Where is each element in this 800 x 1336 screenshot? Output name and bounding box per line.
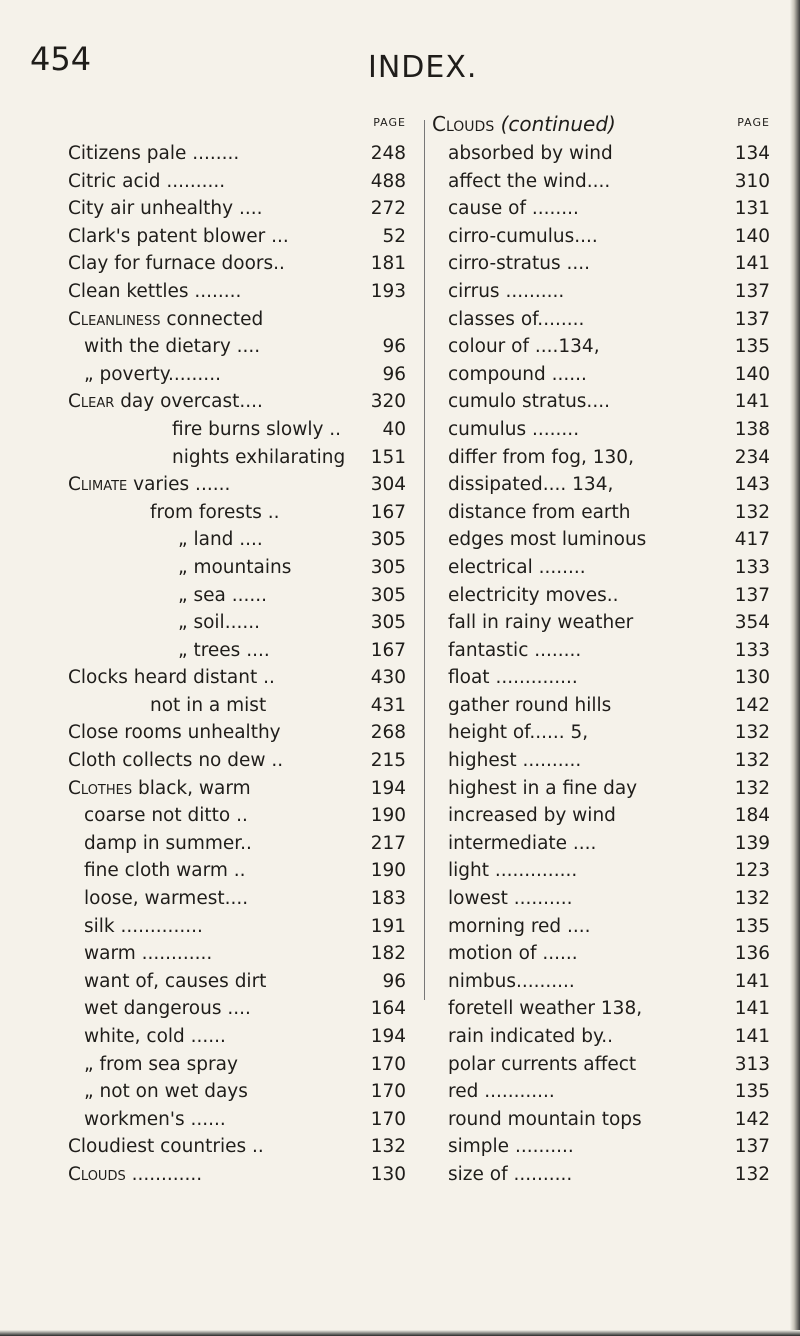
index-entry xyxy=(430,637,774,665)
entry-text: „ poverty......... xyxy=(84,363,221,385)
entry-page: 320 xyxy=(370,391,406,413)
entry-page: 310 xyxy=(734,170,770,192)
entry-page: 142 xyxy=(734,694,770,716)
index-entry xyxy=(66,913,410,941)
entry-page: 268 xyxy=(370,722,406,744)
entry-page: 141 xyxy=(734,1026,770,1047)
entry-page: 132 xyxy=(734,1163,770,1185)
index-entry xyxy=(430,692,774,720)
index-entry xyxy=(430,499,774,527)
entry-page: 181 xyxy=(370,253,406,275)
index-entry xyxy=(66,857,410,885)
entry-page: 430 xyxy=(370,667,406,689)
entry-text: Clean kettles ........ xyxy=(68,280,242,302)
index-entry xyxy=(66,499,410,527)
index-entry xyxy=(66,719,410,747)
entry-page: 184 xyxy=(734,805,770,827)
index-column-right xyxy=(430,106,774,1189)
entry-text: wet dangerous .... xyxy=(84,998,251,1020)
entry-text: float .............. xyxy=(448,667,578,689)
index-entry xyxy=(66,747,410,775)
entry-page: 164 xyxy=(370,998,406,1020)
index-entry xyxy=(66,554,410,582)
index-entry xyxy=(66,444,410,472)
index-entry xyxy=(66,388,410,416)
page-column-label: PAGE xyxy=(373,116,406,129)
entry-text: from forests .. xyxy=(150,501,280,523)
entry-text: cumulus ........ xyxy=(448,418,580,440)
index-entry xyxy=(430,526,774,554)
entry-page: 305 xyxy=(370,584,406,606)
index-entry xyxy=(430,168,774,196)
column-header xyxy=(430,106,774,140)
entry-page: 123 xyxy=(734,860,770,882)
entry-text: Close rooms unhealthy xyxy=(68,722,281,744)
entry-text: Citric acid .......... xyxy=(68,170,226,192)
entry-text: „ sea ...... xyxy=(178,584,267,606)
index-entry xyxy=(66,830,410,858)
entry-page: 96 xyxy=(382,363,406,385)
entry-text: colour of ....134, xyxy=(448,336,600,358)
entry-text: with the dietary .... xyxy=(84,336,261,358)
index-entry xyxy=(66,278,410,306)
index-entry xyxy=(66,1133,410,1161)
index-entry xyxy=(66,802,410,830)
entry-text: simple .......... xyxy=(448,1136,574,1158)
entry-text: warm ............ xyxy=(84,943,213,965)
entry-text: damp in summer.. xyxy=(84,832,252,854)
entry-page: 52 xyxy=(382,225,406,247)
entry-text: gather round hills xyxy=(448,694,612,716)
entry-text: height of...... 5, xyxy=(448,722,589,744)
entry-text: compound ...... xyxy=(448,363,587,385)
entry-page: 132 xyxy=(370,1136,406,1158)
entry-text: light .............. xyxy=(448,860,578,882)
entry-page: 194 xyxy=(370,777,406,799)
entry-page: 354 xyxy=(734,612,770,634)
index-entry xyxy=(66,775,410,803)
index-entry xyxy=(66,1106,410,1134)
column-divider xyxy=(424,120,425,1000)
entry-text: not in a mist xyxy=(150,694,267,716)
index-entry xyxy=(430,719,774,747)
entry-page: 133 xyxy=(734,556,770,578)
entry-page: 137 xyxy=(734,308,770,330)
entry-page: 431 xyxy=(370,694,406,716)
entry-text: fire burns slowly .. xyxy=(172,418,342,440)
index-entry xyxy=(430,664,774,692)
entry-page: 272 xyxy=(370,198,406,220)
index-entry xyxy=(430,444,774,472)
index-entry xyxy=(66,609,410,637)
entry-text: nights exhilarating xyxy=(172,446,346,468)
entry-text: Cleanliness connected xyxy=(68,308,264,330)
entry-page: 137 xyxy=(734,280,770,302)
entry-text: fall in rainy weather xyxy=(448,612,634,634)
index-entry xyxy=(430,223,774,251)
index-entry xyxy=(66,995,410,1023)
index-entry xyxy=(66,168,410,196)
entry-text: dissipated.... 134, xyxy=(448,474,614,496)
entry-page: 182 xyxy=(370,943,406,965)
entry-page: 135 xyxy=(734,336,770,358)
entry-page: 193 xyxy=(370,280,406,302)
entry-text: „ land .... xyxy=(178,529,263,551)
index-entry xyxy=(66,968,410,996)
page-edge-shadow xyxy=(0,1330,800,1336)
entry-text: Cloth collects no dew .. xyxy=(68,750,284,772)
index-entry xyxy=(66,333,410,361)
entry-page: 96 xyxy=(382,970,406,992)
index-entry xyxy=(66,1161,410,1189)
index-entry xyxy=(66,416,410,444)
index-entry xyxy=(66,885,410,913)
entry-text: silk .............. xyxy=(84,915,203,937)
index-entry xyxy=(430,913,774,941)
index-entry xyxy=(430,857,774,885)
entry-text: morning red .... xyxy=(448,915,591,937)
index-entry xyxy=(430,361,774,389)
entry-page: 135 xyxy=(734,1081,770,1103)
entry-text: Clay for furnace doors.. xyxy=(68,253,285,275)
entry-page: 170 xyxy=(370,1053,406,1075)
entry-text: Clouds ............ xyxy=(68,1163,203,1185)
running-head: INDEX. xyxy=(368,50,478,85)
page-number: 454 xyxy=(30,40,92,78)
index-entry xyxy=(66,471,410,499)
entry-text: City air unhealthy .... xyxy=(68,198,263,220)
entry-text: cumulo stratus.... xyxy=(448,391,610,413)
index-entry xyxy=(66,1051,410,1079)
index-entry xyxy=(430,278,774,306)
entry-page: 234 xyxy=(734,446,770,468)
entry-text: classes of........ xyxy=(448,308,585,330)
index-entry xyxy=(66,140,410,168)
index-entry xyxy=(430,1051,774,1079)
index-entry xyxy=(430,333,774,361)
index-entry xyxy=(66,306,410,334)
entry-page: 167 xyxy=(370,501,406,523)
index-entry xyxy=(430,940,774,968)
entry-page: 137 xyxy=(734,1136,770,1158)
index-entry xyxy=(66,1078,410,1106)
entry-text: „ mountains xyxy=(178,556,292,578)
entry-page: 217 xyxy=(370,832,406,854)
entry-text: red ............ xyxy=(448,1081,555,1103)
entry-text: Clothes black, warm xyxy=(68,777,251,799)
entry-text: lowest .......... xyxy=(448,888,573,910)
continued-headword: Clouds (continued) xyxy=(432,112,616,136)
entry-page: 141 xyxy=(734,970,770,992)
index-entry xyxy=(430,416,774,444)
entry-page: 313 xyxy=(734,1053,770,1075)
index-entry xyxy=(430,802,774,830)
entry-text: size of .......... xyxy=(448,1163,573,1185)
entry-text: highest in a fine day xyxy=(448,777,638,799)
column-header xyxy=(66,106,410,140)
entry-text: edges most luminous xyxy=(448,529,647,551)
entry-text: cirro-stratus .... xyxy=(448,253,590,275)
entry-text: workmen's ...... xyxy=(84,1108,226,1130)
index-entry xyxy=(66,526,410,554)
index-entry xyxy=(430,195,774,223)
entry-page: 141 xyxy=(734,998,770,1020)
entry-text: cause of ........ xyxy=(448,198,579,220)
entry-page: 194 xyxy=(370,1026,406,1047)
entry-text: cirrus .......... xyxy=(448,280,565,302)
page-column-label: PAGE xyxy=(737,116,770,129)
entry-text: absorbed by wind xyxy=(448,143,613,164)
entry-page: 132 xyxy=(734,722,770,744)
entry-page: 305 xyxy=(370,556,406,578)
index-entry xyxy=(430,885,774,913)
index-entry xyxy=(66,195,410,223)
entry-page: 170 xyxy=(370,1081,406,1103)
entry-page: 140 xyxy=(734,225,770,247)
index-entry xyxy=(430,1023,774,1051)
entry-text: differ from fog, 130, xyxy=(448,446,634,468)
entry-text: Clark's patent blower ... xyxy=(68,225,289,247)
entry-page: 488 xyxy=(370,170,406,192)
entry-text: intermediate .... xyxy=(448,832,597,854)
entry-page: 248 xyxy=(370,143,406,164)
index-entry xyxy=(430,471,774,499)
entry-text: electricity moves.. xyxy=(448,584,619,606)
entry-text: polar currents affect xyxy=(448,1053,637,1075)
index-entry xyxy=(430,1161,774,1189)
index-entry xyxy=(66,1023,410,1051)
index-entry xyxy=(430,582,774,610)
entry-text: Clear day overcast.... xyxy=(68,391,263,413)
entry-text: distance from earth xyxy=(448,501,631,523)
index-entry xyxy=(430,388,774,416)
entry-page: 191 xyxy=(370,915,406,937)
entry-page: 305 xyxy=(370,612,406,634)
entry-page: 130 xyxy=(370,1163,406,1185)
entry-text: „ not on wet days xyxy=(84,1081,248,1103)
entry-text: fantastic ........ xyxy=(448,639,582,661)
index-column-left xyxy=(66,106,410,1189)
entry-text: round mountain tops xyxy=(448,1108,642,1130)
index-entry xyxy=(66,582,410,610)
entry-text: „ soil...... xyxy=(178,612,260,634)
index-entry xyxy=(430,968,774,996)
entry-text: affect the wind.... xyxy=(448,170,611,192)
entry-page: 132 xyxy=(734,501,770,523)
entry-page: 190 xyxy=(370,805,406,827)
entry-page: 142 xyxy=(734,1108,770,1130)
entry-page: 304 xyxy=(370,474,406,496)
entry-text: white, cold ...... xyxy=(84,1026,226,1047)
index-entry xyxy=(430,830,774,858)
index-entry xyxy=(66,940,410,968)
index-entry xyxy=(430,306,774,334)
entry-page: 133 xyxy=(734,639,770,661)
index-entry xyxy=(430,1106,774,1134)
entry-text: rain indicated by.. xyxy=(448,1026,614,1047)
entry-text: fine cloth warm .. xyxy=(84,860,246,882)
entry-page: 136 xyxy=(734,943,770,965)
entry-page: 139 xyxy=(734,832,770,854)
entry-page: 131 xyxy=(734,198,770,220)
index-entry xyxy=(430,554,774,582)
entry-page: 96 xyxy=(382,336,406,358)
entry-page: 190 xyxy=(370,860,406,882)
index-entry xyxy=(430,1133,774,1161)
entry-text: motion of ...... xyxy=(448,943,578,965)
index-entry xyxy=(430,995,774,1023)
entry-text: electrical ........ xyxy=(448,556,586,578)
index-entry xyxy=(430,609,774,637)
entry-text: Cloudiest countries .. xyxy=(68,1136,264,1158)
entry-page: 132 xyxy=(734,777,770,799)
entry-page: 135 xyxy=(734,915,770,937)
index-entry xyxy=(430,1078,774,1106)
index-entry xyxy=(430,747,774,775)
entry-page: 134 xyxy=(734,143,770,164)
entry-text: nimbus.......... xyxy=(448,970,575,992)
entry-page: 137 xyxy=(734,584,770,606)
entry-page: 305 xyxy=(370,529,406,551)
entry-text: increased by wind xyxy=(448,805,616,827)
index-entry xyxy=(66,250,410,278)
entry-text: want of, causes dirt xyxy=(84,970,267,992)
entry-page: 143 xyxy=(734,474,770,496)
entry-text: cirro-cumulus.... xyxy=(448,225,598,247)
entry-text: Clocks heard distant .. xyxy=(68,667,275,689)
page-edge-shadow xyxy=(790,0,800,1336)
entry-page: 141 xyxy=(734,253,770,275)
entry-page: 151 xyxy=(370,446,406,468)
entry-text: Climate varies ...... xyxy=(68,474,231,496)
entry-page: 132 xyxy=(734,888,770,910)
entry-page: 130 xyxy=(734,667,770,689)
entry-page: 417 xyxy=(734,529,770,551)
entry-text: coarse not ditto .. xyxy=(84,805,248,827)
entry-text: loose, warmest.... xyxy=(84,888,249,910)
entry-text: „ from sea spray xyxy=(84,1053,238,1075)
entry-page: 132 xyxy=(734,750,770,772)
index-entry xyxy=(430,250,774,278)
index-entry xyxy=(66,223,410,251)
index-entry xyxy=(66,664,410,692)
entry-page: 170 xyxy=(370,1108,406,1130)
entry-page: 183 xyxy=(370,888,406,910)
index-entry xyxy=(430,140,774,168)
entry-page: 215 xyxy=(370,750,406,772)
entry-text: foretell weather 138, xyxy=(448,998,643,1020)
index-entry xyxy=(66,361,410,389)
entry-page: 140 xyxy=(734,363,770,385)
index-entry xyxy=(66,637,410,665)
entry-text: „ trees .... xyxy=(178,639,270,661)
index-entry xyxy=(430,775,774,803)
entry-page: 138 xyxy=(734,418,770,440)
entry-text: highest .......... xyxy=(448,750,582,772)
entry-page: 40 xyxy=(382,418,406,440)
entry-text: Citizens pale ........ xyxy=(68,143,240,164)
entry-page: 141 xyxy=(734,391,770,413)
entry-page: 167 xyxy=(370,639,406,661)
index-entry xyxy=(66,692,410,720)
